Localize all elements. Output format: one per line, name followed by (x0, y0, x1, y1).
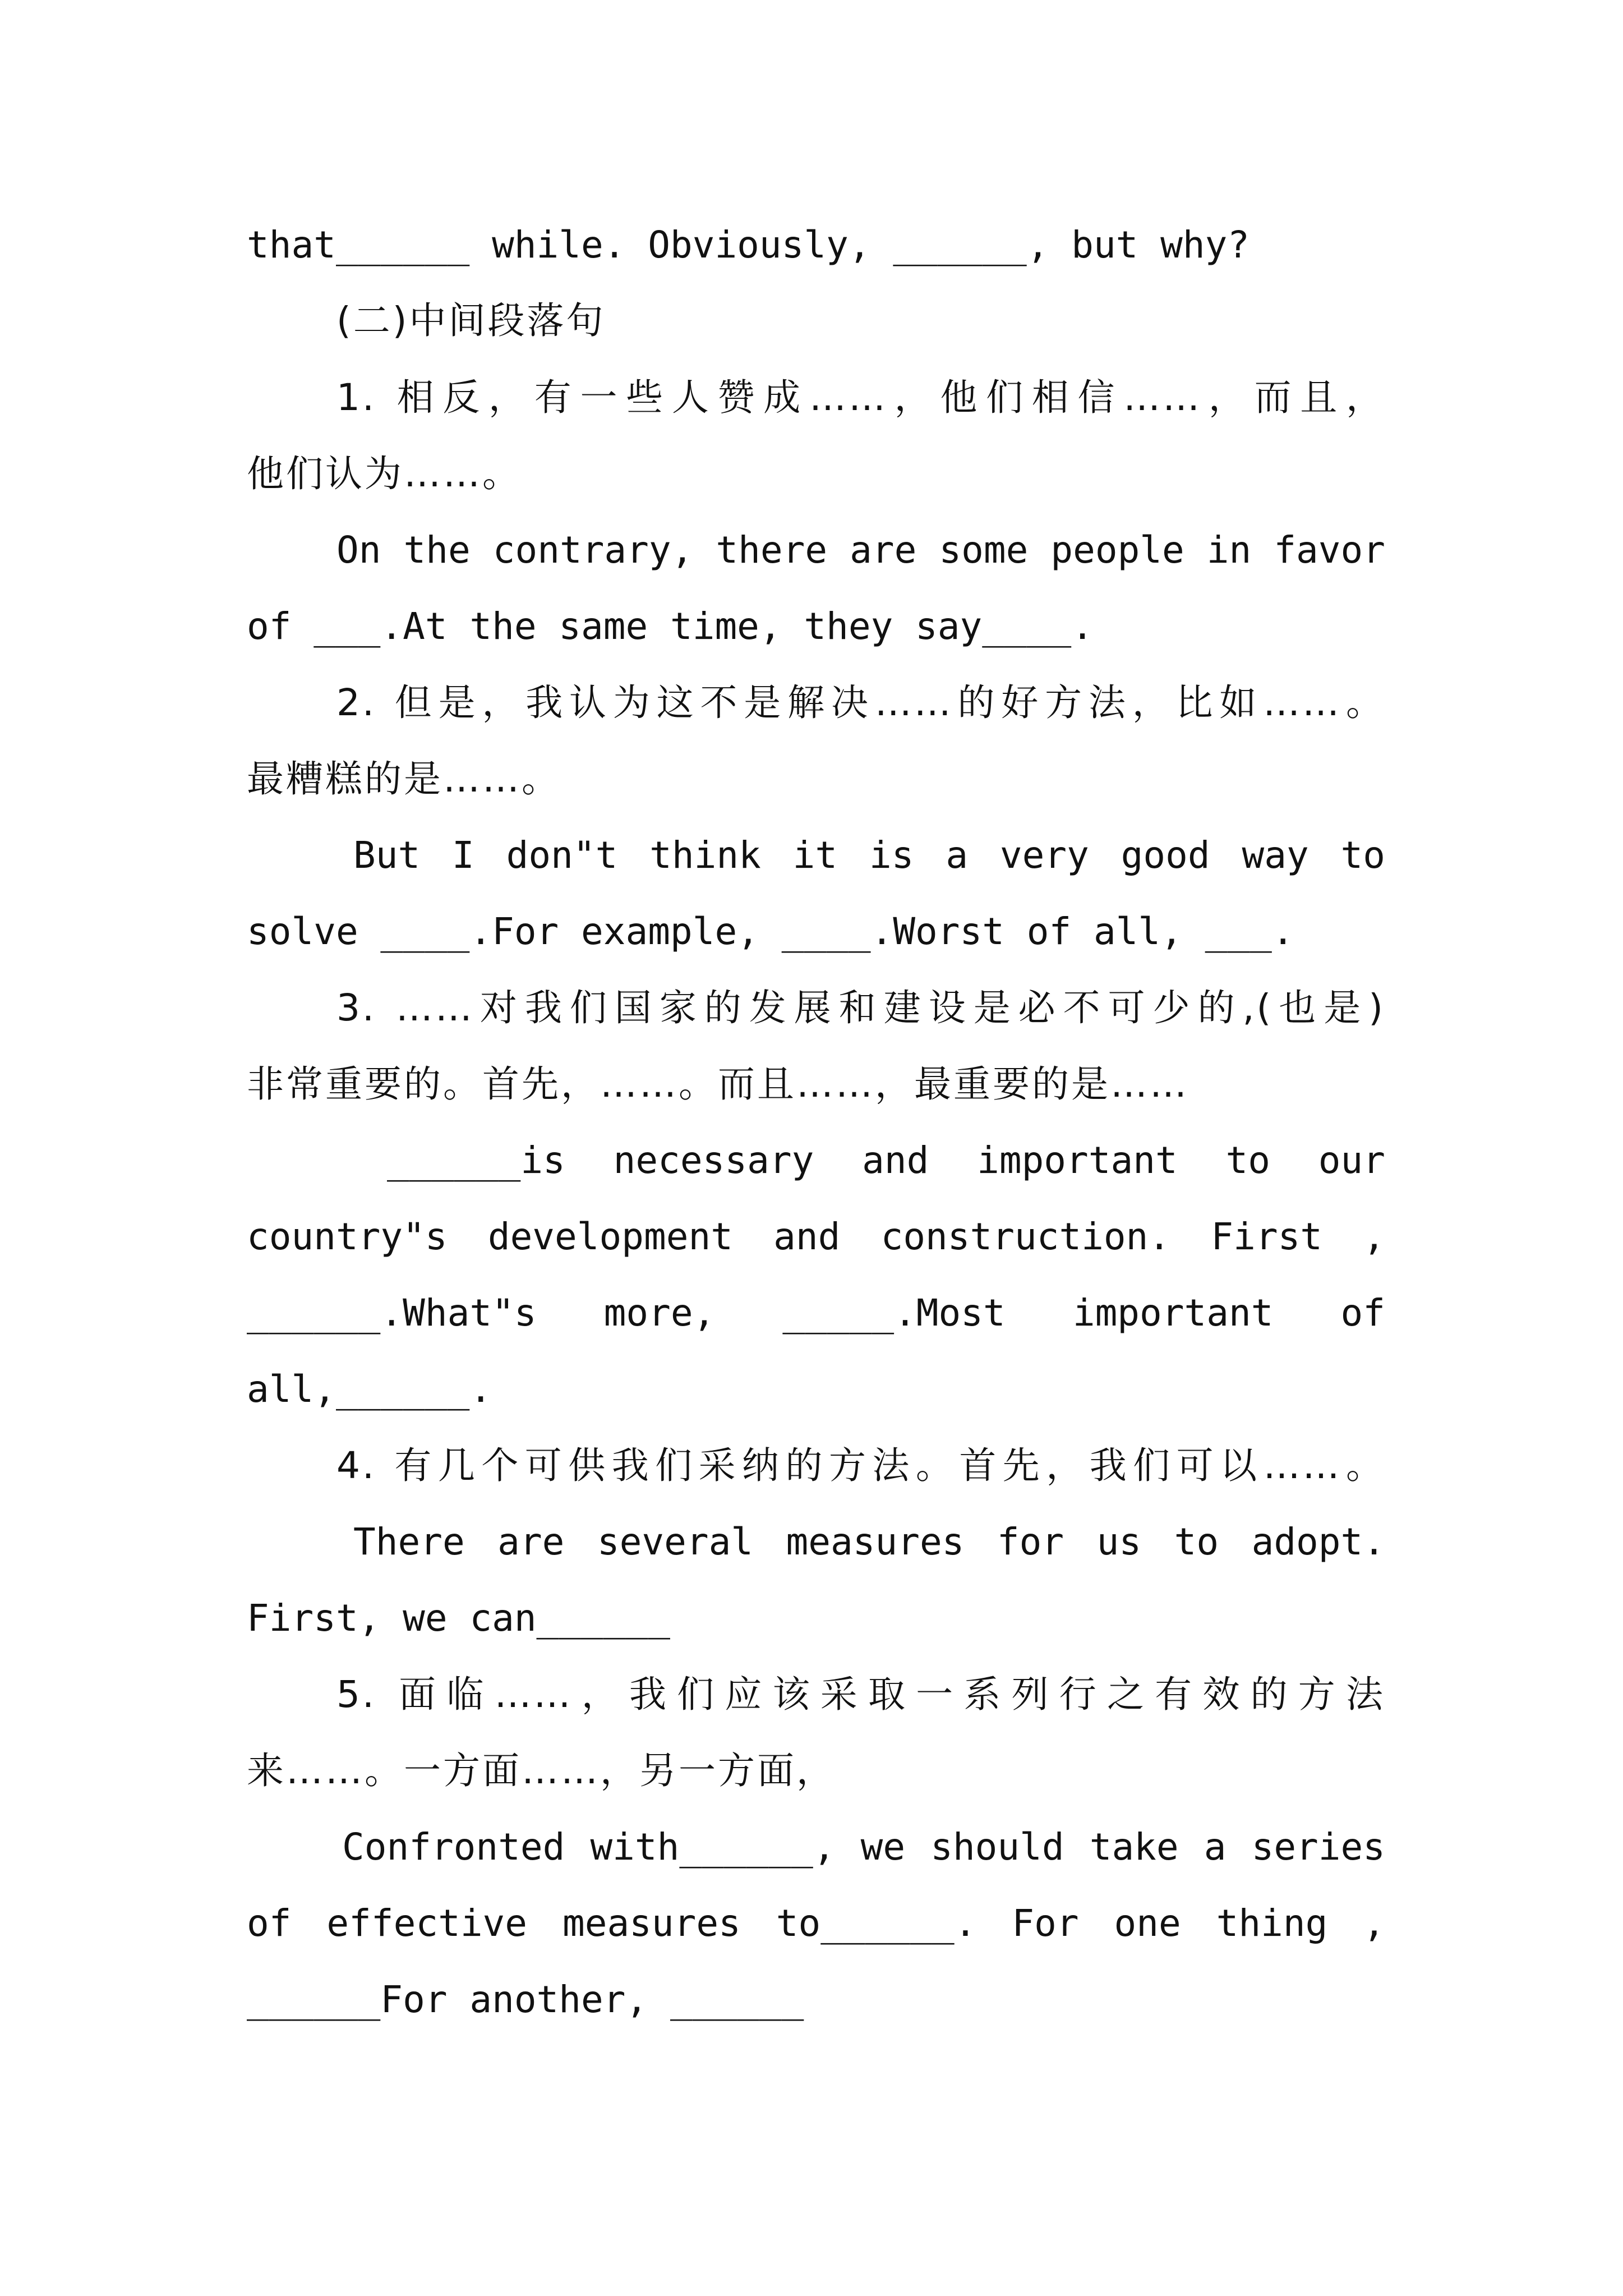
text-line-1: that______ while. Obviously, ______, but why? (247, 223, 1250, 266)
text-line-19: First, we can______ (247, 1596, 670, 1640)
text-line-22: Confronted with______, we should take a series (342, 1825, 1385, 1869)
text-line-14: country"s development and construction. First , (247, 1215, 1385, 1258)
text-line-21: 来……。一方面……，另一方面， (247, 1749, 836, 1792)
text-line-16: all,______. (247, 1368, 492, 1411)
text-line-3: 1. 相反，有一些人赞成……，他们相信……，而且， (336, 376, 1385, 419)
text-line-7: 2. 但是，我认为这不是解决……的好方法，比如……。 (336, 681, 1385, 724)
text-line-13: ______is necessary and important to our (387, 1139, 1385, 1182)
text-line-24: ______For another, ______ (247, 1978, 804, 2021)
text-line-9: But I don"t think it is a very good way to (353, 834, 1385, 877)
text-line-8: 最糟糕的是……。 (247, 757, 561, 800)
text-line-17: 4. 有几个可供我们采纳的方法。首先，我们可以……。 (336, 1444, 1385, 1487)
text-line-18: There are several measures for us to adopt. (353, 1520, 1385, 1563)
text-line-11: 3. ……对我们国家的发展和建设是必不可少的,(也是) (336, 986, 1385, 1029)
text-line-12: 非常重要的。首先，……。而且……，最重要的是…… (247, 1062, 1189, 1106)
text-line-10: solve ____.For example, ____.Worst of all, ___. (247, 910, 1294, 953)
text-line-20: 5. 面临……，我们应该采取一系列行之有效的方法 (336, 1673, 1385, 1716)
section-heading: (二)中间段落句 (336, 299, 606, 342)
text-line-4: 他们认为……。 (247, 452, 522, 495)
text-line-6: of ___.At the same time, they say____. (247, 605, 1094, 648)
text-line-15: ______.What"s more, _____.Most important of (247, 1291, 1385, 1335)
text-line-23: of effective measures to______. For one thing , (247, 1902, 1385, 1945)
text-line-5: On the contrary, there are some people in favor (336, 528, 1385, 572)
